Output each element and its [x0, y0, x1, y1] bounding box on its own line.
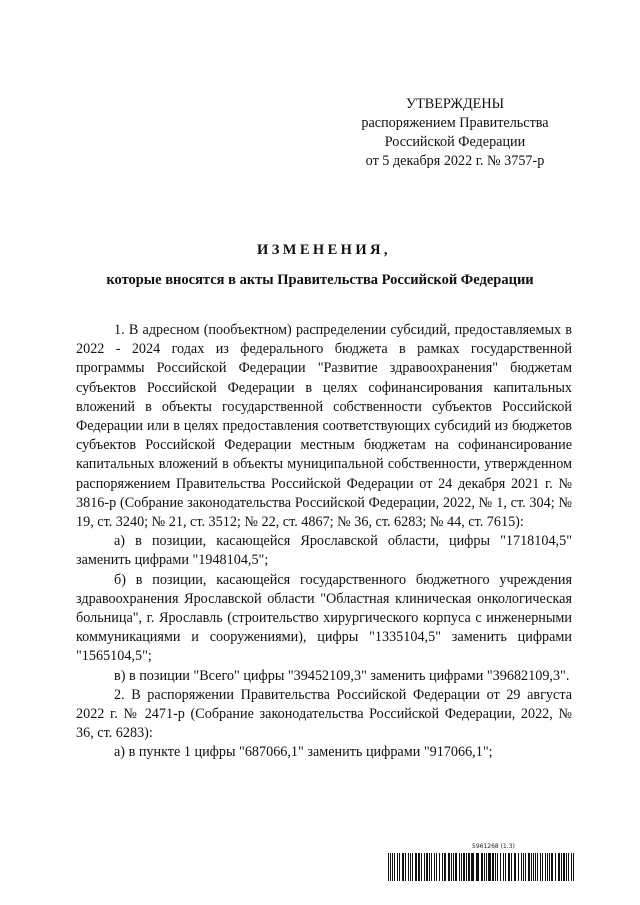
barcode-image	[388, 853, 576, 881]
paragraph-2a: а) в пункте 1 цифры "687066,1" заменить цифрами "917066,1";	[114, 744, 493, 761]
paragraph-1c: в) в позиции "Всего" цифры "39452109,3" заменить цифрами "39682109,3".	[114, 667, 570, 684]
paragraph-1b: б) в позиции, касающейся государственного бюджетного учреждения здравоохранения Ярославской области "Областная клиническая онкологическая больница", г. Ярославль (строительство хирургического корпуса с инженерными коммуникациями и сооружениями), цифры "1335104,5" заменить цифрами "1565104,5";	[76, 571, 572, 665]
paragraph-1: 1. В адресном (пообъектном) распределении субсидий, предоставляемых в 2022 - 2024 годах из федерального бюджета в рамках государственной программы Российской Федерации "Развитие здравоохранения" бюджетам субъектов Российской Федерации в целях софинансирования капитальных вложений в объекты государственной собственности субъектов Российской Федерации или в целях предоставления соответствующих субсидий из бюджетов субъектов Российской Федерации местным бюджетам на софинансирование капитальных вложений в объекты муниципальной собственности, утвержденном распоряжением Правительства Российской Федерации от 24 декабря 2021 г. № 3816-р (Собрание законодательства Российской Федерации, 2022, № 1, ст. 304; № 19, ст. 3240; № 21, ст. 3512; № 22, ст. 4867; № 36, ст. 6283; № 44, ст. 7615):	[76, 322, 572, 531]
approval-block	[330, 95, 580, 171]
barcode-block	[388, 843, 576, 883]
document-heading	[0, 240, 640, 290]
approval-title: УТВЕРЖДЕНЫ	[406, 96, 504, 112]
approval-line-order: распоряжением Правительства	[361, 115, 549, 131]
document-body	[76, 321, 572, 763]
approval-line-federation: Российской Федерации	[384, 134, 526, 150]
paragraph-1a: а) в позиции, касающейся Ярославской области, цифры "1718104,5" заменить цифрами "1948104,5";	[76, 533, 572, 569]
approval-line-date: от 5 декабря 2022 г. № 3757-р	[365, 153, 545, 169]
document-title: ИЗМЕНЕНИЯ,	[257, 242, 391, 258]
paragraph-2: 2. В распоряжении Правительства Российской Федерации от 29 августа 2022 г. № 2471-р (Собрание законодательства Российской Федерации, 2022, № 36, ст. 6283):	[76, 686, 572, 742]
document-subtitle: которые вносятся в акты Правительства Российской Федерации	[106, 272, 534, 288]
barcode-label: 5961268 (1.3)	[472, 843, 515, 850]
